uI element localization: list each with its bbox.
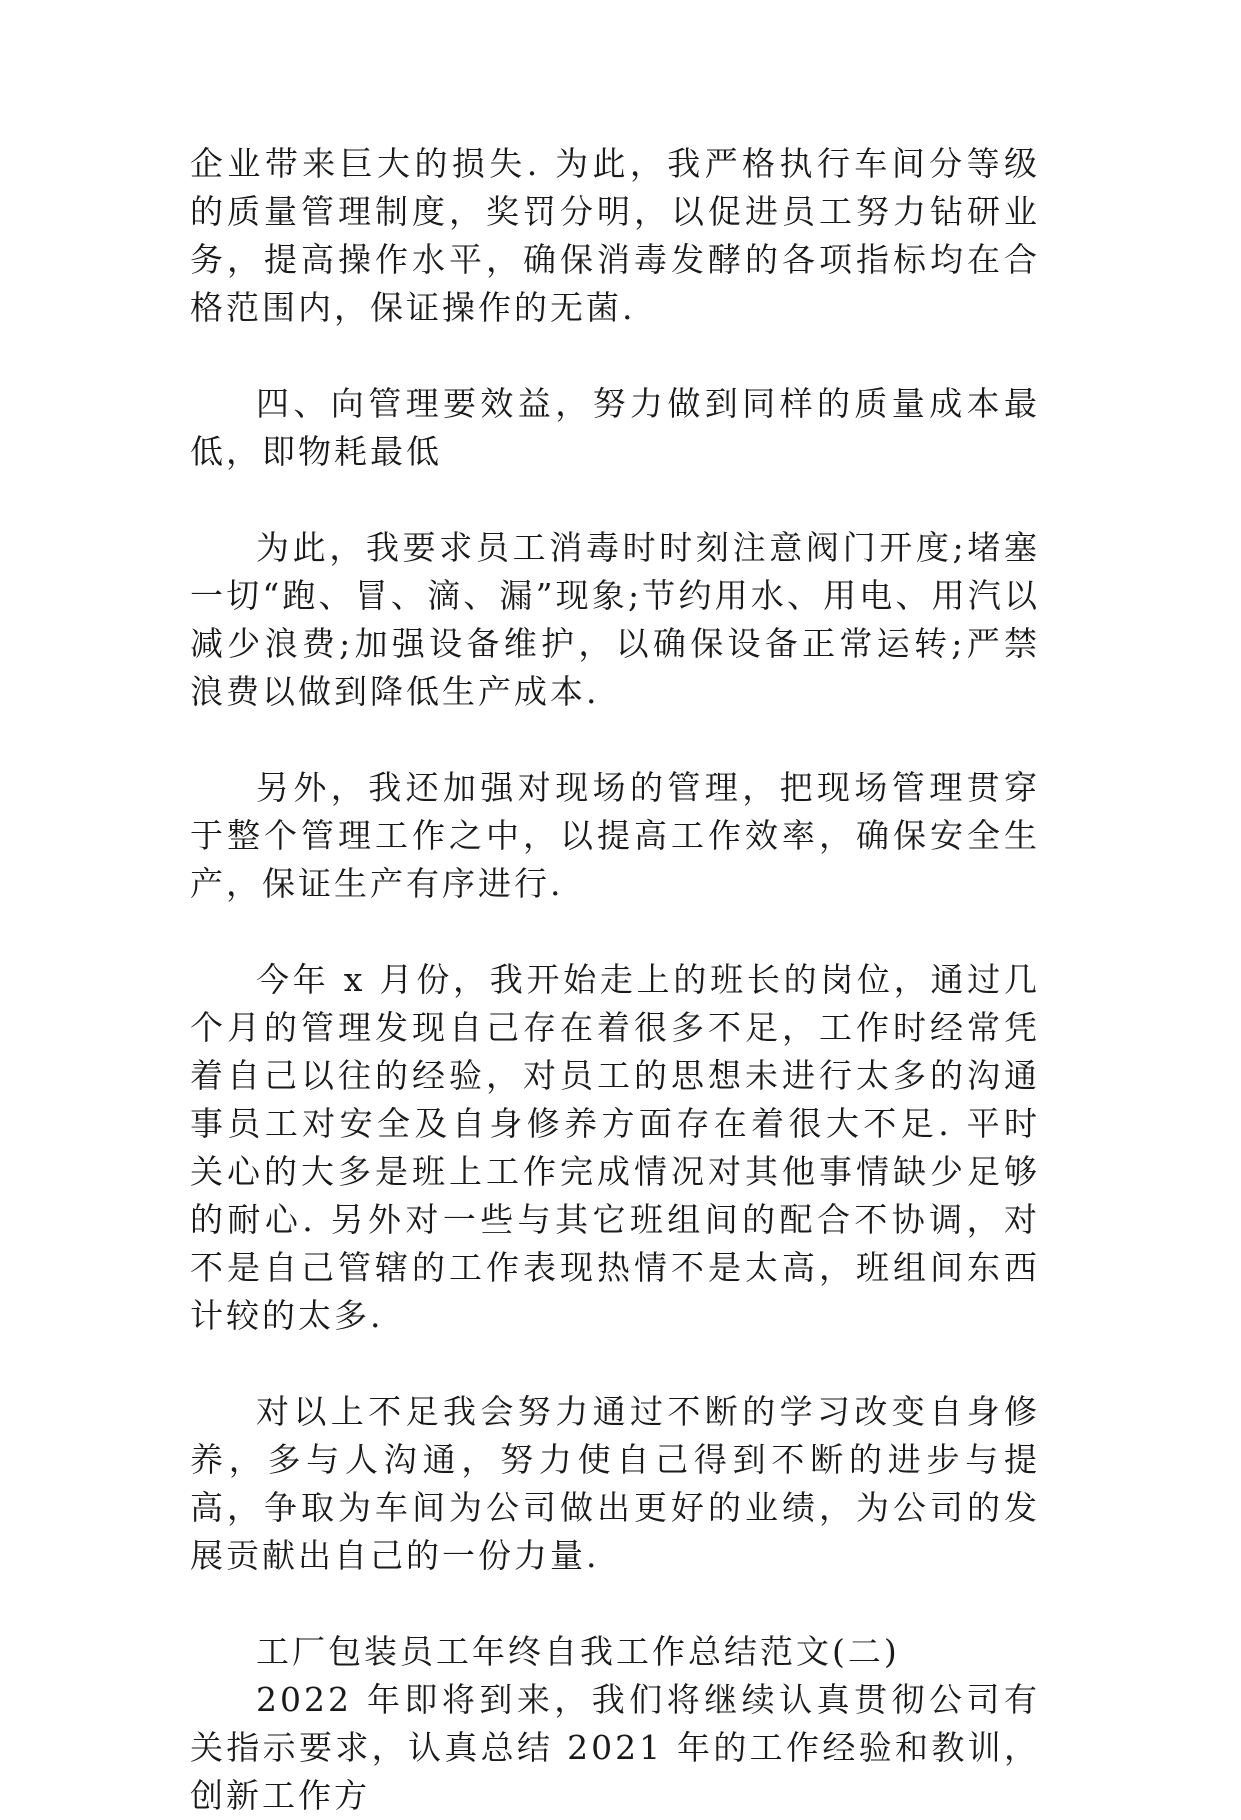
- paragraph-site-management: 另外，我还加强对现场的管理，把现场管理贯穿于整个管理工作之中，以提高工作效率，确保安全生产，保证生产有序进行.: [190, 768, 1040, 903]
- paragraph-next-year: 2022 年即将到来，我们将继续认真贯彻公司有关指示要求，认真总结 2021 年的工作经验和教训，创新工作方: [190, 1680, 1040, 1815]
- section-title-two: 工厂包装员工年终自我工作总结范文(二): [256, 1632, 900, 1671]
- section-heading-four: 四、向管理要效益，努力做到同样的质量成本最低，即物耗最低: [190, 384, 1040, 471]
- paragraph-cost-saving: 为此，我要求员工消毒时时刻注意阀门开度;堵塞一切“跑、冒、滴、漏”现象;节约用水、用电、用汽以减少浪费;加强设备维护，以确保设备正常运转;严禁浪费以做到降低生产成本.: [190, 528, 1040, 711]
- paragraph-continuation: 企业带来巨大的损失. 为此，我严格执行车间分等级的质量管理制度，奖罚分明，以促进员工努力钻研业务，提高操作水平，确保消毒发酵的各项指标均在合格范围内，保证操作的无菌.: [190, 144, 1040, 327]
- paragraph-improvement: 对以上不足我会努力通过不断的学习改变自身修养，多与人沟通，努力使自己得到不断的进步与提高，争取为车间为公司做出更好的业绩，为公司的发展贡献出自己的一份力量.: [190, 1392, 1040, 1575]
- paragraph-shortcomings: 今年 x 月份，我开始走上的班长的岗位，通过几个月的管理发现自己存在着很多不足，工作时经常凭着自己以往的经验，对员工的思想未进行太多的沟通事员工对安全及自身修养方面存在着很大不足. 平时关心的大多是班上工作完成情况对其他事情缺少足够的耐心. 另外对一些与其它班组间的配合不协调，对不是自己管辖的工作表现热情不是太高，班组间东西计较的太多.: [190, 960, 1040, 1335]
- document-body: [190, 140, 1040, 1820]
